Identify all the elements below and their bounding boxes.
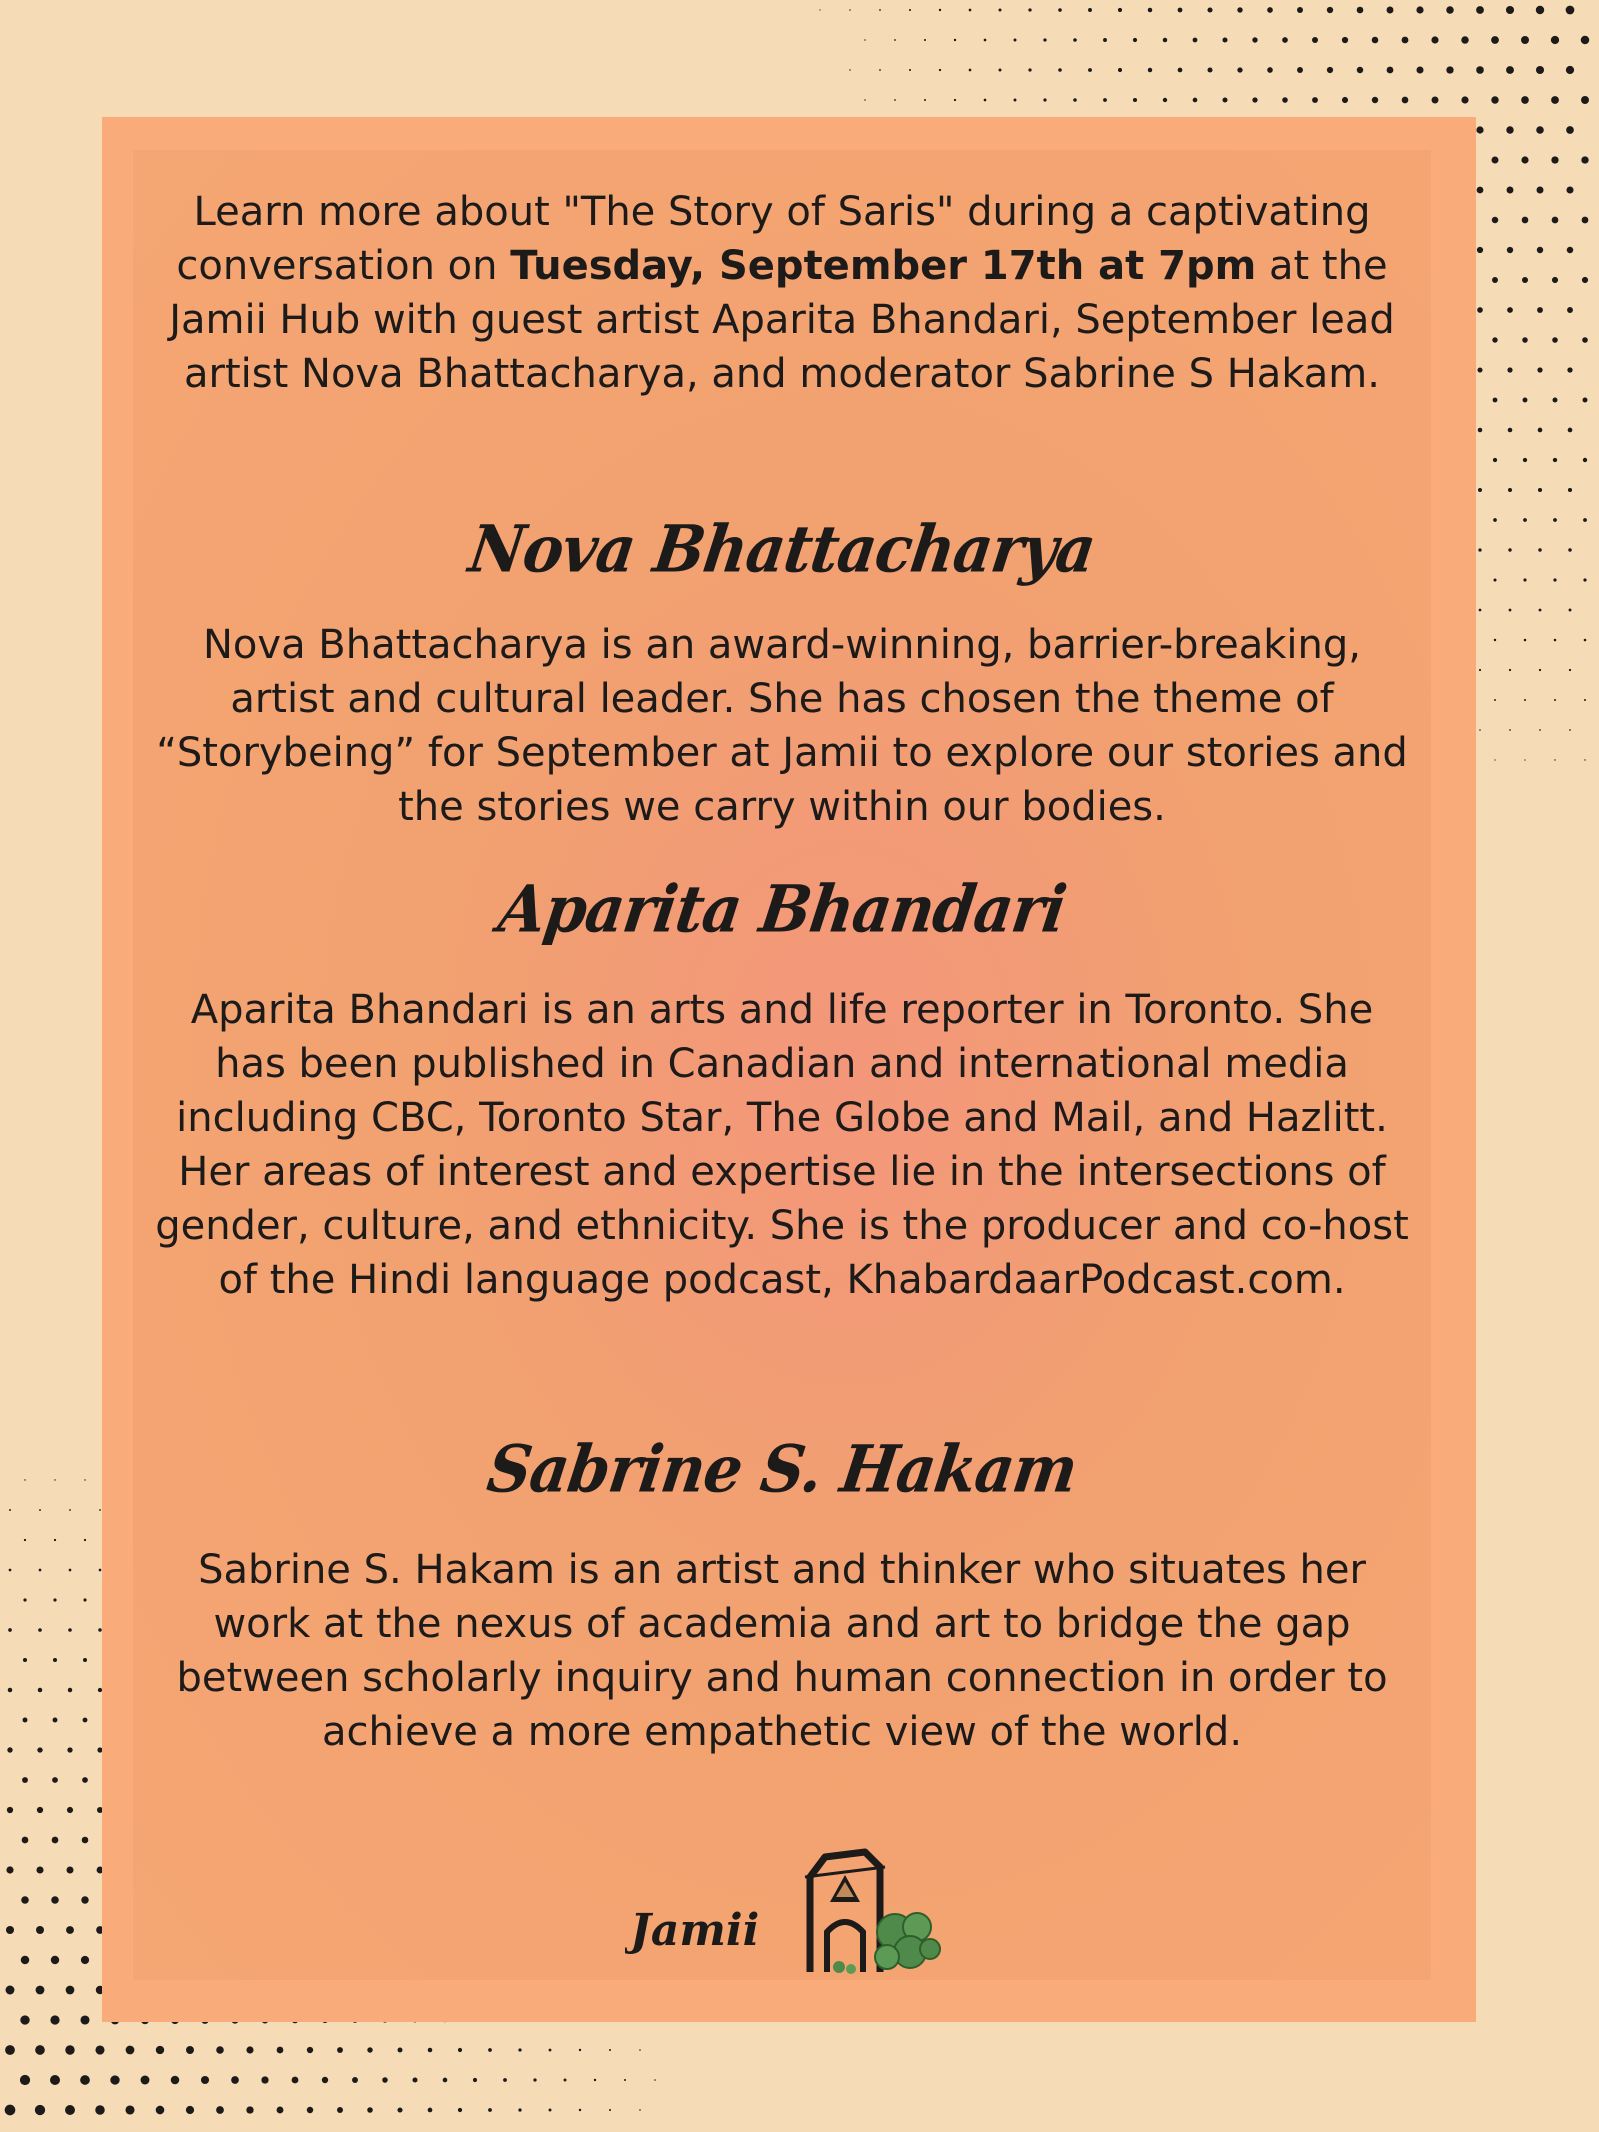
event-date-time: Tuesday, September 17th at 7pm — [510, 243, 1257, 289]
speaker-heading-aparita: Aparita Bhandari — [494, 872, 1070, 948]
intro-text-start: Learn more about "The Story of Saris" during a captivating conversation on — [176, 189, 1371, 289]
intro-paragraph — [153, 185, 1411, 401]
arch-with-trees-icon — [625, 1837, 955, 1987]
jamii-logo — [625, 1837, 955, 1987]
speaker-heading-sabrine: Sabrine S. Hakam — [482, 1432, 1082, 1508]
speaker-heading-nova: Nova Bhattacharya — [464, 512, 1100, 588]
speaker-bio-nova: Nova Bhattacharya is an award-winning, barrier-breaking, artist and cultural leader. She has chosen the theme of “Storybeing” for September at Jamii to explore our stories and the stories we carry within our bodies. — [156, 622, 1408, 830]
intro-text-end: at the Jamii Hub with guest artist Aparita Bhandari, September lead artist Nova Bhattacharya, and moderator Sabrine S Hakam. — [169, 243, 1395, 397]
logo-wordmark: Jamii — [630, 1905, 760, 1956]
speaker-bio-sabrine: Sabrine S. Hakam is an artist and thinker who situates her work at the nexus of academia and art to bridge the gap between scholarly inquiry and human connection in order to achieve a more empathetic view of the world. — [176, 1547, 1388, 1755]
speaker-bio-aparita: Aparita Bhandari is an arts and life reporter in Toronto. She has been published in Canadian and international media including CBC, Toronto Star, The Globe and Mail, and Hazlitt. Her areas of interest and expertise lie in the intersections of gender, culture, and ethnicity. She is the producer and co-host of the Hindi language podcast, KhabardaarPodcast.com. — [155, 987, 1409, 1303]
event-description — [133, 150, 1431, 1980]
